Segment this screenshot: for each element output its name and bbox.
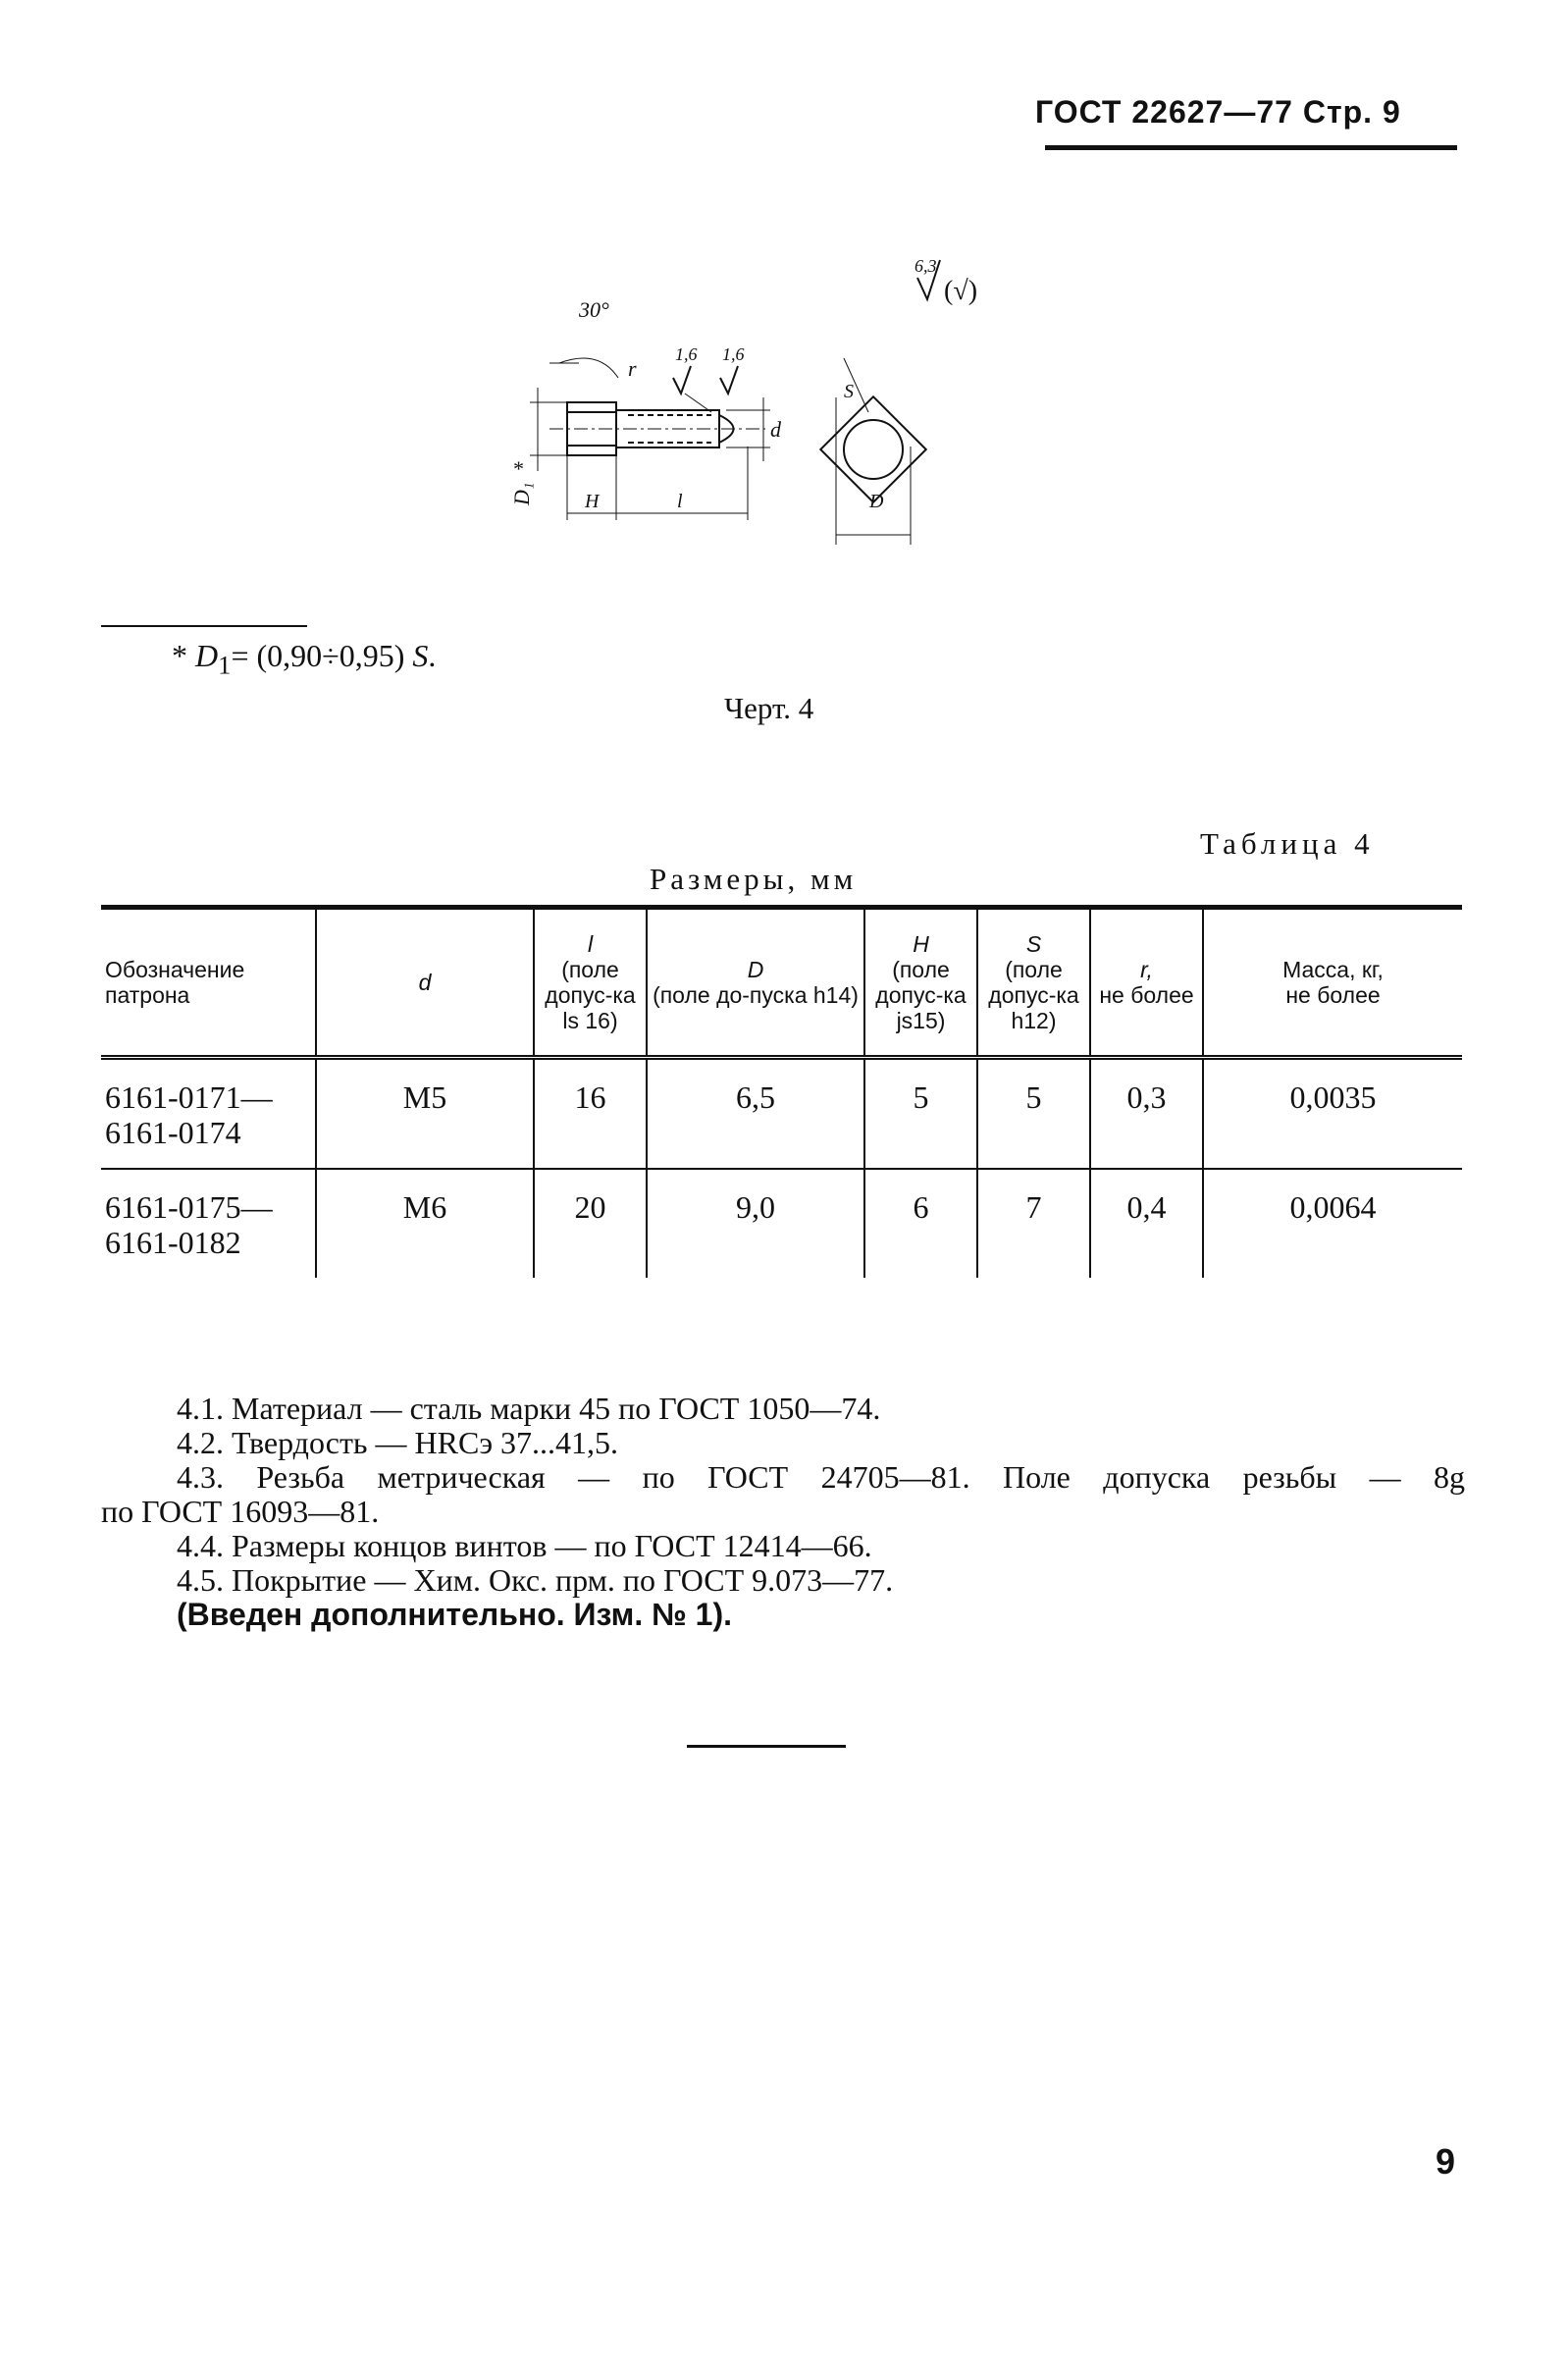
footnote [172,638,436,680]
table-label: Таблица 4 [1200,826,1375,861]
page-header: ГОСТ 22627—77 Стр. 9 [1035,94,1401,130]
dim-D1-label: D₁ [509,482,534,505]
roughness-general-paren: (√) [944,276,978,306]
header-rule [1045,145,1457,150]
cell-S: 5 [977,1058,1090,1170]
cell-D: 6,5 [647,1058,864,1170]
paragraph-4-4: 4.4. Размеры концов винтов — по ГОСТ 12414—66. [177,1528,872,1563]
footnote-sub: 1 [218,650,232,680]
table-row [101,1058,1462,1170]
paragraph-4-1: 4.1. Материал — сталь марки 45 по ГОСТ 1050—74. [177,1391,881,1426]
amendment-note: (Введен дополнительно. Изм. № 1). [177,1597,732,1632]
footnote-rule [101,625,307,627]
header-S: S (поле допус-ка h12) [977,908,1090,1058]
paragraph-4-3-line-1: 4.3. Резьба метрическая — по ГОСТ 24705—81. Поле допуска резьбы — 8g [177,1459,1465,1495]
paragraph-4-3-line-2: по ГОСТ 16093—81. [101,1494,380,1529]
dim-l-label: l [677,491,683,512]
dim-D-label: D [869,491,884,512]
footnote-end: . [428,638,437,673]
radius-label: r [628,356,637,381]
cell-designation: 6161-0171— 6161-0174 [105,1079,273,1150]
cell-r: 0,3 [1090,1058,1203,1170]
header-r: r, не более [1090,908,1203,1058]
figure-caption: Черт. 4 [724,691,814,725]
table-units: Размеры, мм [650,862,858,896]
dim-D1-star: * [512,456,523,481]
cell-H: 5 [864,1058,977,1170]
header-designation: Обозначение патрона [105,957,245,1008]
header-H: H (поле допус-ка js15) [864,908,977,1058]
header-D: D (поле до-пуска h14) [647,908,864,1058]
cell-D: 9,0 [647,1169,864,1278]
body-text [101,1392,1465,1632]
cell-l: 20 [534,1169,647,1278]
cell-r: 0,4 [1090,1169,1203,1278]
cell-S: 7 [977,1169,1090,1278]
footnote-star: * [172,638,187,673]
footnote-text: = (0,90÷0,95) [231,638,413,673]
table-row [101,1169,1462,1278]
page-number: 9 [1436,2141,1456,2182]
cell-designation: 6161-0175— 6161-0182 [105,1189,273,1260]
roughness-general-label: 6,3 [915,256,937,276]
header-d: d [316,908,534,1058]
dim-d-label: d [770,417,781,442]
paragraph-4-5: 4.5. Покрытие — Хим. Окс. прм. по ГОСТ 9.073—77. [177,1562,894,1598]
roughness-label-1: 1,6 [675,344,698,364]
cell-d: М6 [316,1169,534,1278]
cell-mass: 0,0064 [1203,1169,1462,1278]
header-mass: Масса, кг, не более [1203,908,1462,1058]
cell-d: М5 [316,1058,534,1170]
paragraph-4-2: 4.2. Твердость — HRCэ 37...41,5. [177,1425,619,1460]
dim-H-label: H [585,491,600,512]
dimensions-table [101,905,1462,1278]
cell-H: 6 [864,1169,977,1278]
footnote-var: D [195,638,219,673]
roughness-label-2: 1,6 [722,344,745,364]
header-l: l (поле допус-ка ls 16) [534,908,647,1058]
cell-l: 16 [534,1058,647,1170]
end-rule [687,1745,846,1748]
footnote-var2: S [412,638,429,673]
cell-mass: 0,0035 [1203,1058,1462,1170]
angle-label: 30° [579,297,609,322]
technical-drawing [491,250,1040,545]
table-header-row [101,908,1462,1058]
dim-S-label: S [844,381,854,402]
